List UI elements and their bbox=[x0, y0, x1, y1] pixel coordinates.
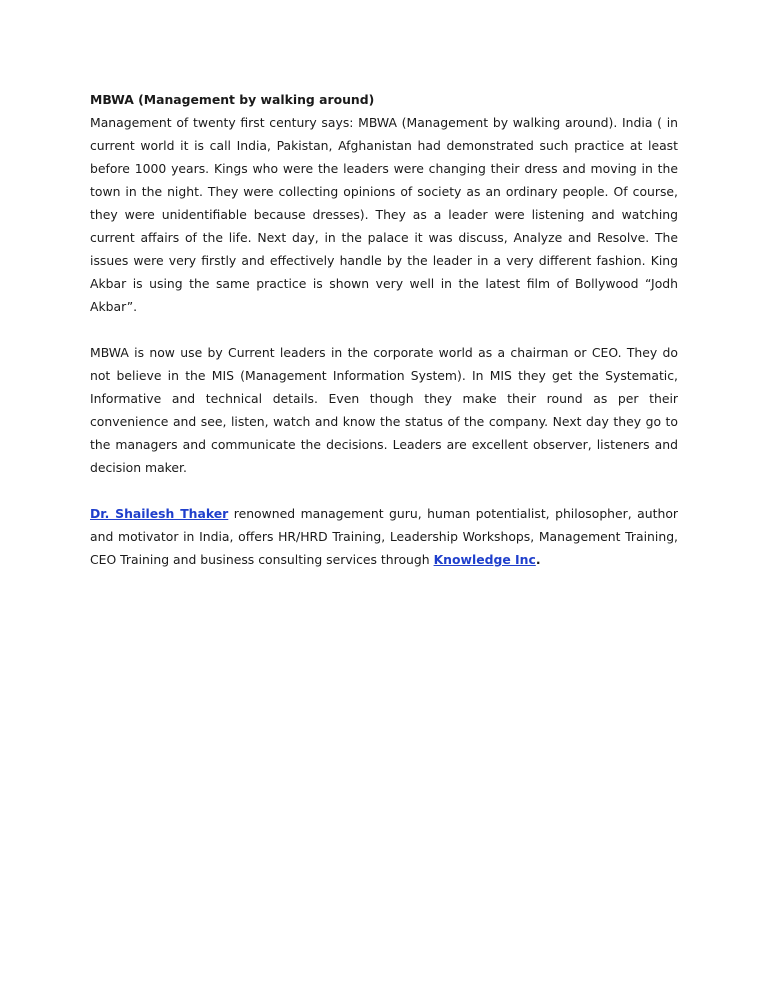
article-heading: MBWA (Management by walking around) bbox=[90, 92, 375, 107]
company-link[interactable]: Knowledge Inc bbox=[433, 552, 536, 567]
closing-period: . bbox=[535, 552, 541, 567]
paragraph-history: Management of twenty first century says: MBWA (Management by walking around). India ( in current world it is call India, Pakistan, Afghanistan had demonstrated such practice at least before 1000 years. Kings who were the leaders were changing their dress and moving in the town in the night. They were collecting opinions of society as an ordinary people. Of course, they were unidentifiable because dresses). They as a leader were listening and watching current affairs of the life. Next day, in the palace it was discuss, Analyze and Resolve. The issues were very firstly and effectively handle by the leader in a very different fashion. King Akbar is using the same practice is shown very well in the latest film of Bollywood “Jodh Akbar”. bbox=[90, 115, 678, 314]
author-link[interactable]: Dr. Shailesh Thaker bbox=[90, 506, 229, 521]
author-bio-text: renowned management guru, human potentialist, philosopher, author and motivator in India, offers HR/HRD Training, Leadership Workshops, Management Training, CEO Training and business consulting services through bbox=[90, 506, 678, 567]
paragraph-corporate: MBWA is now use by Current leaders in the corporate world as a chairman or CEO. They do not believe in the MIS (Management Information System). In MIS they get the Systematic, Informative and technical details. Even though they make their round as per their convenience and see, listen, watch and know the status of the company. Next day they go to the managers and communicate the decisions. Leaders are excellent observer, listeners and decision maker. bbox=[90, 345, 678, 475]
document-body bbox=[90, 88, 678, 571]
paragraph-author-bio bbox=[90, 502, 678, 571]
